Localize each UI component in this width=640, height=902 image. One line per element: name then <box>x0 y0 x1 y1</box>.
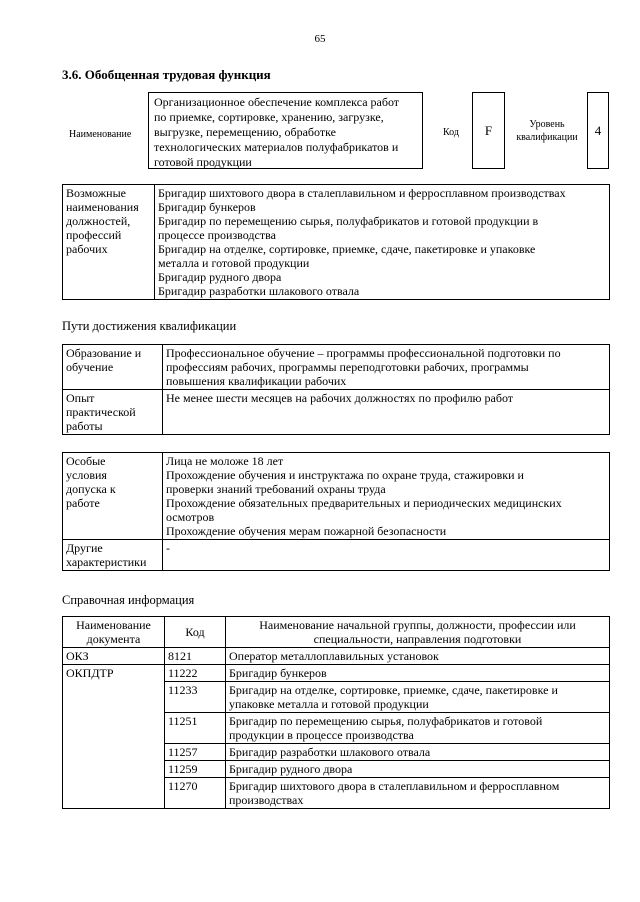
qualification-paths-title: Пути достижения квалификации <box>62 319 237 333</box>
experience-label-line: Опыт <box>66 391 95 405</box>
education-table <box>62 344 610 435</box>
positions-list <box>155 185 610 300</box>
header-code: Код <box>165 617 226 648</box>
row-name <box>226 682 610 713</box>
row-code: 8121 <box>165 648 226 665</box>
header-name-line: Наименование начальной группы, должности, профессии или <box>259 618 576 632</box>
other-label-line: Другие <box>66 541 103 555</box>
position-item: Бригадир шихтового двора в сталеплавильном и ферросплавном производствах <box>158 186 566 200</box>
conditions-label-line: допуска к <box>66 482 116 496</box>
education-value <box>163 345 610 390</box>
function-name-line: технологических материалов полуфабрикатов и <box>154 140 399 154</box>
row-name-line: Бригадир на отделке, сортировке, приемке, сдаче, пакетировке и <box>229 683 558 697</box>
positions-table <box>62 184 610 300</box>
level-value: 4 <box>587 92 609 169</box>
section-heading: 3.6. Обобщенная трудовая функция <box>62 67 271 82</box>
conditions-label-line: Особые <box>66 454 106 468</box>
other-label <box>63 540 163 571</box>
row-name-line: упаковке металла и готовой продукции <box>229 697 429 711</box>
position-item: Бригадир рудного двора <box>158 270 282 284</box>
header-name-line: специальности, направления подготовки <box>313 632 522 646</box>
row-name-line: Бригадир по перемещению сырья, полуфабрикатов и готовой <box>229 714 543 728</box>
positions-label-line: Возможные <box>66 186 126 200</box>
conditions-label-line: условия <box>66 468 107 482</box>
other-label-line: характеристики <box>66 555 147 569</box>
row-document: ОКПДТР <box>63 665 165 809</box>
function-name-line: готовой продукции <box>154 155 252 169</box>
header-document <box>63 617 165 648</box>
row-name-line: производствах <box>229 793 304 807</box>
row-name-line: Бригадир шихтового двора в сталеплавильном и ферросплавном <box>229 779 560 793</box>
level-label-line: Уровень <box>529 119 565 130</box>
position-item: металла и готовой продукции <box>158 256 310 270</box>
name-label: Наименование <box>69 129 132 140</box>
row-name <box>226 761 610 778</box>
header-document-line: Наименование <box>76 618 151 632</box>
conditions-label <box>63 453 163 540</box>
conditions-table <box>62 452 610 571</box>
row-name <box>226 713 610 744</box>
row-code: 11257 <box>165 744 226 761</box>
code-value: F <box>472 92 505 169</box>
education-label-line: Образование и <box>66 346 142 360</box>
row-name <box>226 648 610 665</box>
condition-line: осмотров <box>166 510 215 524</box>
condition-line: проверки знаний требований охраны труда <box>166 482 386 496</box>
function-name-box <box>148 92 423 169</box>
position-item: Бригадир разработки шлакового отвала <box>158 284 360 298</box>
education-value-line: профессиям рабочих, программы переподготовки рабочих, программы <box>166 360 529 374</box>
condition-line: Прохождение обучения мерам пожарной безопасности <box>166 524 447 538</box>
experience-label-line: практической <box>66 405 136 419</box>
code-label: Код <box>443 127 459 138</box>
experience-label-line: работы <box>66 419 103 433</box>
level-label <box>508 118 586 144</box>
experience-label <box>63 390 163 435</box>
level-label-line: квалификации <box>516 132 578 143</box>
condition-line: Прохождение обязательных предварительных и периодических медицинских <box>166 496 562 510</box>
education-label-line: обучение <box>66 360 114 374</box>
position-item: Бригадир на отделке, сортировке, приемке, сдаче, пакетировке и упаковке <box>158 242 536 256</box>
reference-table <box>62 616 610 809</box>
row-code: 11259 <box>165 761 226 778</box>
experience-value: Не менее шести месяцев на рабочих должностях по профилю работ <box>163 390 610 435</box>
table-row <box>63 648 610 665</box>
row-document: ОКЗ <box>63 648 165 665</box>
row-name <box>226 778 610 809</box>
page-number: 65 <box>314 33 326 45</box>
conditions-value <box>163 453 610 540</box>
row-code: 11270 <box>165 778 226 809</box>
row-name <box>226 665 610 682</box>
positions-label-line: профессий <box>66 228 122 242</box>
header-name <box>226 617 610 648</box>
function-name-line: выгрузке, перемещению, обработке <box>154 125 336 139</box>
row-name-line: Оператор металлоплавильных установок <box>229 649 439 663</box>
conditions-label-line: работе <box>66 496 100 510</box>
education-value-line: повышения квалификации рабочих <box>166 374 347 388</box>
row-name <box>226 744 610 761</box>
reference-title: Справочная информация <box>62 593 195 607</box>
row-code: 11233 <box>165 682 226 713</box>
function-name-line: по приемке, сортировке, хранению, загрузке, <box>154 110 384 124</box>
positions-label-line: наименования <box>66 200 139 214</box>
position-item: процессе производства <box>158 228 276 242</box>
positions-label <box>63 185 155 300</box>
row-code: 11222 <box>165 665 226 682</box>
education-value-line: Профессиональное обучение – программы профессиональной подготовки по <box>166 346 561 360</box>
row-name-line: Бригадир разработки шлакового отвала <box>229 745 431 759</box>
function-name-line: Организационное обеспечение комплекса работ <box>154 95 400 109</box>
education-label <box>63 345 163 390</box>
table-row <box>63 665 610 682</box>
row-name-line: Бригадир рудного двора <box>229 762 353 776</box>
row-name-line: Бригадир бункеров <box>229 666 327 680</box>
positions-label-line: должностей, <box>66 214 131 228</box>
row-code: 11251 <box>165 713 226 744</box>
condition-line: Прохождение обучения и инструктажа по охране труда, стажировки и <box>166 468 524 482</box>
other-value: - <box>163 540 610 571</box>
position-item: Бригадир бункеров <box>158 200 256 214</box>
position-item: Бригадир по перемещению сырья, полуфабрикатов и готовой продукции в <box>158 214 539 228</box>
positions-label-line: рабочих <box>66 242 108 256</box>
condition-line: Лица не моложе 18 лет <box>166 454 284 468</box>
header-document-line: документа <box>86 632 141 646</box>
row-name-line: продукции в процессе производства <box>229 728 414 742</box>
